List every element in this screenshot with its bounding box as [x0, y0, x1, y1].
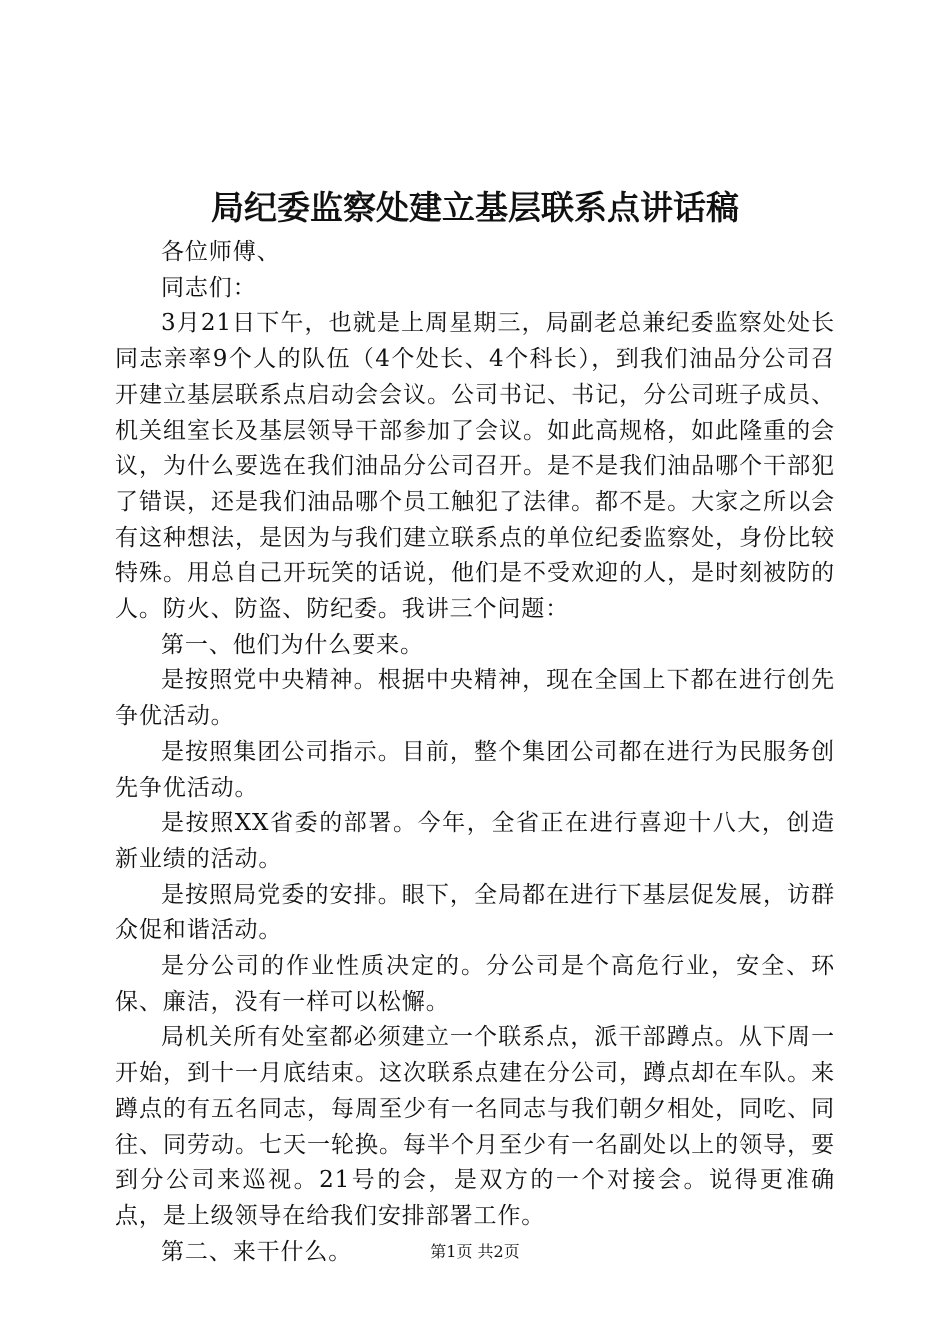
paragraph-reason-3: 是按照XX省委的部署。今年，全省正在进行喜迎十八大，创造新业绩的活动。 [115, 810, 835, 872]
paragraph-reason-1: 是按照党中央精神。根据中央精神，现在全国上下都在进行创先争优活动。 [115, 667, 835, 730]
document-body [115, 235, 835, 1270]
paragraph-greeting-2: 同志们： [161, 274, 257, 301]
paragraph-arrangement: 局机关所有处室都必须建立一个联系点，派干部蹲点。从下周一开始，到十一月底结束。这次联系点建在分公司，蹲点却在车队。来蹲点的有五名同志，每周至少有一名同志与我们朝夕相处，同吃、同往、同劳动。七天一轮换。每半个月至少有一名副处以上的领导，要到分公司来巡视。21号的会，是双方的一个对接会。说得更准确点，是上级领导在给我们安排部署工作。 [115, 1024, 835, 1229]
paragraph-reason-2: 是按照集团公司指示。目前，整个集团公司都在进行为民服务创先争优活动。 [115, 738, 835, 801]
paragraph-section-1-heading: 第一、他们为什么要来。 [161, 631, 424, 658]
paragraph-section-2-heading: 第二、来干什么。 [161, 1238, 353, 1265]
paragraph-intro: 3月21日下午，也就是上周星期三，局副老总兼纪委监察处处长同志亲率9个人的队伍（4个处长、4个科长），到我们油品分公司召开建立基层联系点启动会会议。公司书记、书记，分公司班子成员、机关组室长及基层领导干部参加了会议。如此高规格，如此隆重的会议，为什么要选在我们油品分公司召开。是不是我们油品哪个干部犯了错误，还是我们油品哪个员工触犯了法律。都不是。大家之所以会有这种想法，是因为与我们建立联系点的单位纪委监察处，身份比较特殊。用总自己开玩笑的话说，他们是不受欢迎的人，是时刻被防的人。防火、防盗、防纪委。我讲三个问题： [115, 310, 835, 623]
paragraph-reason-4: 是按照局党委的安排。眼下，全局都在进行下基层促发展，访群众促和谐活动。 [115, 881, 835, 944]
paragraph-greeting-1: 各位师傅、 [161, 239, 281, 265]
paragraph-reason-5: 是分公司的作业性质决定的。分公司是个高危行业，安全、环保、廉洁，没有一样可以松懈。 [115, 953, 835, 1015]
document-title: 局纪委监察处建立基层联系点讲话稿 [211, 188, 739, 227]
page-number-footer: 第1页 共2页 [430, 1242, 520, 1261]
